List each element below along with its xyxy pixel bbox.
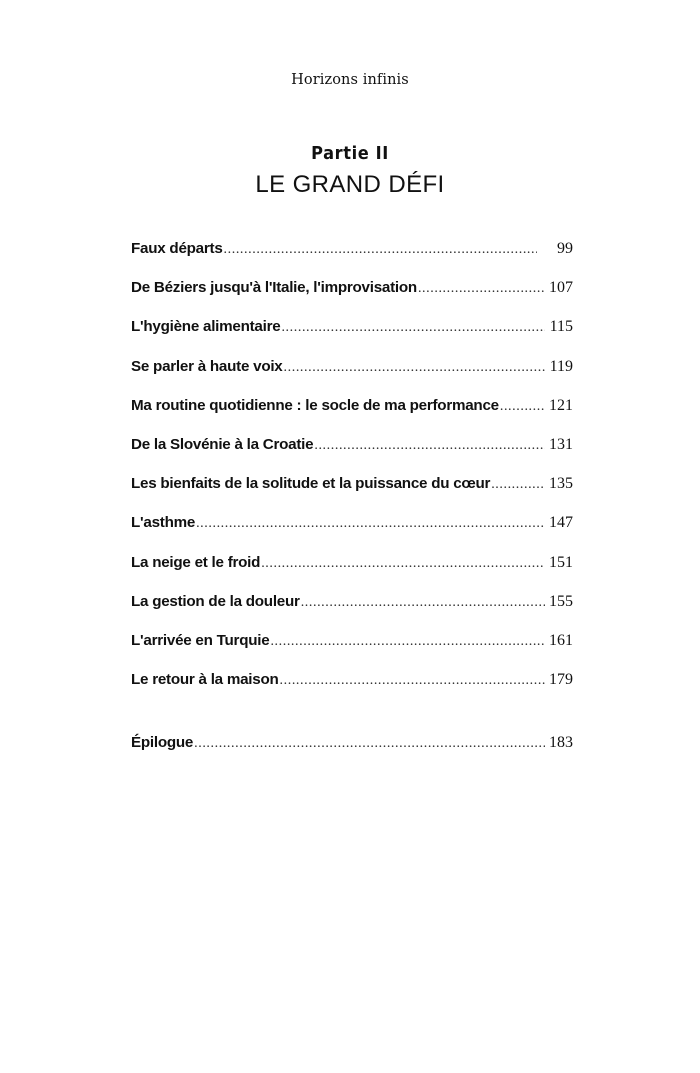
part-title: LE GRAND DÉFI — [255, 171, 445, 198]
toc-entry-title: Se parler à haute voix — [131, 357, 283, 375]
toc-entry — [131, 318, 573, 357]
toc-entry-title: La neige et le froid — [131, 553, 261, 571]
toc-entry — [131, 240, 573, 279]
toc-entry-title: Les bienfaits de la solitude et la puissance du cœur — [131, 475, 491, 493]
toc-dot-leader — [194, 736, 545, 752]
toc-dot-leader — [491, 477, 545, 493]
toc-entry-title: Ma routine quotidienne : le socle de ma performance — [131, 396, 499, 414]
toc-entry-page: 121 — [549, 396, 573, 414]
toc-dot-leader — [281, 320, 545, 336]
toc-entry-title: De la Slovénie à la Croatie — [131, 435, 314, 453]
toc-entry — [131, 436, 573, 475]
toc-entry — [131, 671, 573, 710]
toc-entry-page: 107 — [549, 279, 573, 297]
toc-entry-title: Le retour à la maison — [131, 671, 279, 689]
toc-entry-page: 151 — [549, 553, 573, 571]
toc-entry-page: 161 — [549, 631, 573, 649]
toc-dot-leader — [196, 516, 545, 532]
toc-entry-page: 179 — [549, 671, 573, 689]
toc-entry-page: 183 — [549, 734, 573, 752]
toc-entry-title: De Béziers jusqu'à l'Italie, l'improvisation — [131, 279, 417, 297]
toc-dot-leader — [418, 281, 545, 297]
toc-entry-title: L'asthme — [131, 514, 196, 532]
toc-dot-leader — [500, 399, 545, 415]
toc-dot-leader — [284, 360, 545, 376]
toc-entry-page: 147 — [549, 514, 573, 532]
toc-entry — [131, 632, 573, 671]
toc-entry-title: Épilogue — [131, 734, 194, 752]
toc-entry-epilogue — [131, 734, 573, 773]
toc-entry-title: Faux départs — [131, 240, 223, 257]
running-head: Horizons infinis — [291, 72, 409, 88]
table-of-contents — [131, 240, 573, 773]
toc-dot-leader — [224, 242, 537, 258]
toc-entry — [131, 593, 573, 632]
toc-entry-page: 155 — [549, 592, 573, 610]
toc-dot-leader — [280, 673, 545, 689]
toc-entry — [131, 358, 573, 397]
toc-entry-title: La gestion de la douleur — [131, 592, 300, 610]
toc-entry-page: 99 — [557, 240, 573, 257]
toc-entry — [131, 514, 573, 553]
toc-entry-title: L'arrivée en Turquie — [131, 631, 270, 649]
toc-entry — [131, 397, 573, 436]
toc-dot-leader — [314, 438, 545, 454]
toc-entry-page: 135 — [549, 475, 573, 493]
toc-entry-title: L'hygiène alimentaire — [131, 318, 281, 336]
toc-entry-page: 119 — [549, 357, 573, 375]
toc-dot-leader — [301, 595, 545, 611]
toc-dot-leader — [261, 556, 545, 572]
toc-entry — [131, 554, 573, 593]
part-label: Partie II — [311, 143, 389, 164]
toc-entry-page: 115 — [549, 318, 573, 336]
toc-entry — [131, 475, 573, 514]
toc-dot-leader — [270, 634, 545, 650]
toc-entry — [131, 279, 573, 318]
toc-entry-page: 131 — [549, 435, 573, 453]
